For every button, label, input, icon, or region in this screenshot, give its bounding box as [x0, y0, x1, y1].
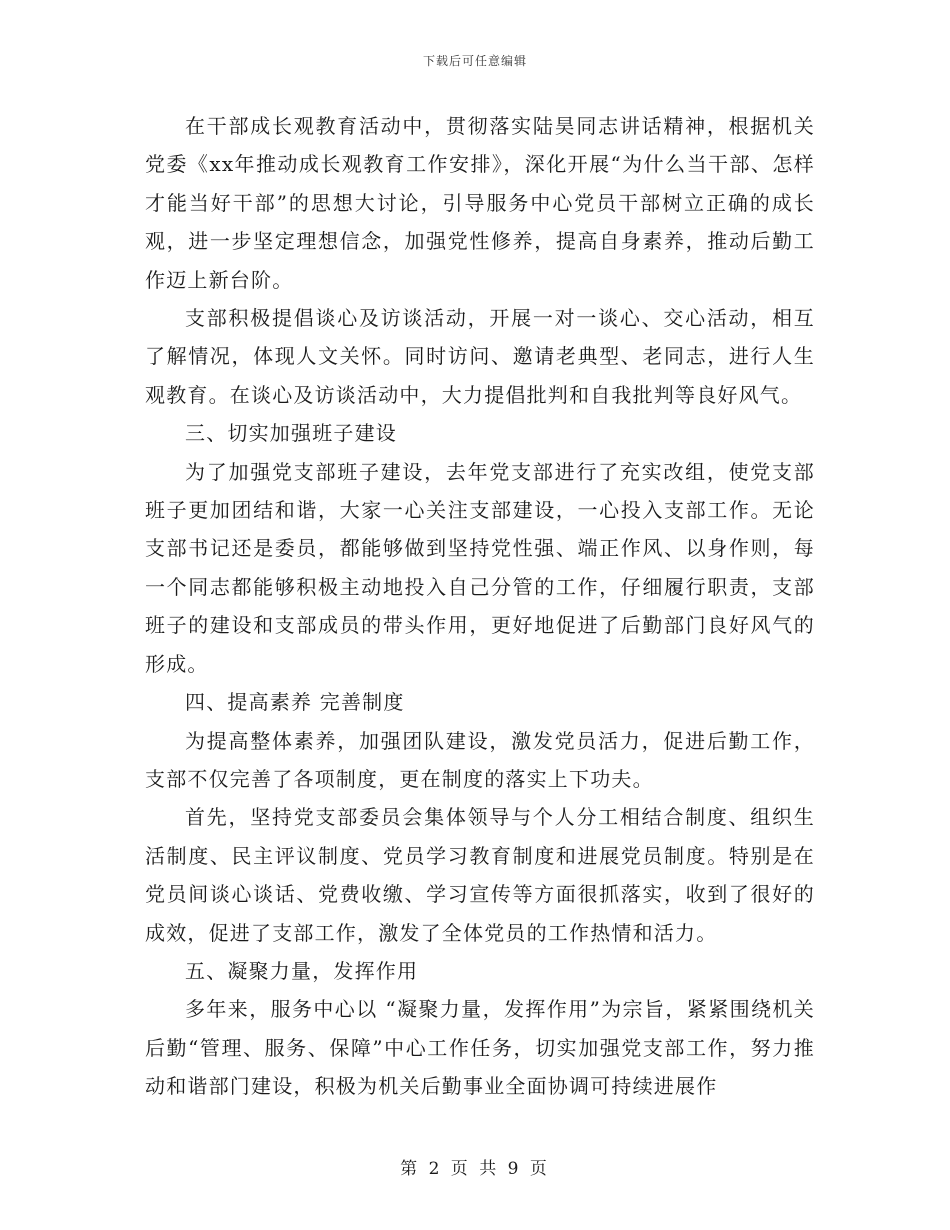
- paragraph: 为提高整体素养，加强团队建设，激发党员活力，促进后勤工作，支部不仅完善了各项制度，更在制度的落实上下功夫。: [145, 728, 815, 791]
- paragraph: 支部积极提倡谈心及访谈活动，开展一对一谈心、交心活动，相互了解情况，体现人文关怀。同时访问、邀请老典型、老同志，进行人生观教育。在谈心及访谈活动中，大力提倡批判和自我批判等良好风气。: [145, 306, 815, 407]
- paragraph: 在干部成长观教育活动中，贯彻落实陆昊同志讲话精神，根据机关党委《xx年推动成长观教育工作安排》，深化开展“为什么当干部、怎样才能当好干部”的思想大讨论，引导服务中心党员干部树立正确的成长观，进一步坚定理想信念，加强党性修养，提高自身素养，推动后勤工作迈上新台阶。: [145, 114, 815, 292]
- section-heading: 三、切实加强班子建设: [185, 421, 397, 446]
- document-body: [145, 107, 815, 1106]
- paragraph: 多年来，服务中心以 “凝聚力量，发挥作用”为宗旨，紧紧围绕机关后勤“管理、服务、保障”中心工作任务，切实加强党支部工作，努力推动和谐部门建设，积极为机关后勤事业全面协调可持续进展作: [145, 997, 815, 1099]
- page-number: 第 2 页 共 9 页: [400, 1159, 550, 1179]
- page-header: 下载后可任意编辑: [422, 54, 527, 68]
- section-heading: 四、提高素养 完善制度: [185, 690, 405, 715]
- paragraph: 首先，坚持党支部委员会集体领导与个人分工相结合制度、组织生活制度、民主评议制度、党员学习教育制度和进展党员制度。特别是在党员间谈心谈话、党费收缴、学习宣传等方面很抓落实，收到了很好的成效，促进了支部工作，激发了全体党员的工作热情和活力。: [145, 805, 815, 945]
- paragraph: 为了加强党支部班子建设，去年党支部进行了充实改组，使党支部班子更加团结和谐，大家一心关注支部建设，一心投入支部工作。无论支部书记还是委员，都能够做到坚持党性强、端正作风、以身作则，每一个同志都能够积极主动地投入自己分管的工作，仔细履行职责，支部班子的建设和支部成员的带头作用，更好地促进了后勤部门良好风气的形成。: [145, 459, 815, 676]
- section-heading: 五、凝聚力量，发挥作用: [185, 958, 419, 983]
